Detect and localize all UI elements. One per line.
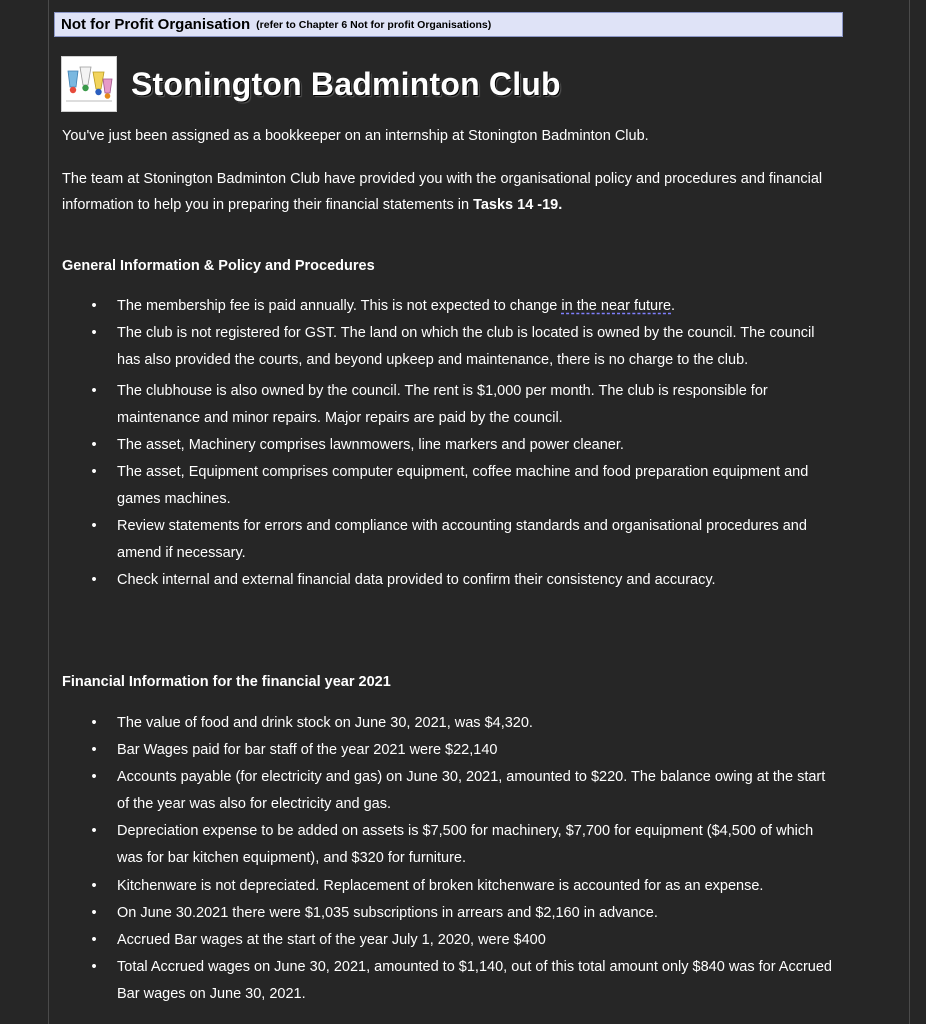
list-item-text: Review statements for errors and compliance with accounting standards and organisational procedures and amend if necessary.: [117, 518, 807, 561]
list-item-text: Total Accrued wages on June 30, 2021, amounted to $1,140, out of this total amount only $840 was for Accrued Bar wages on June 30, 2021.: [117, 959, 832, 1002]
list-item: [89, 818, 837, 872]
list-item-end: .: [671, 298, 676, 314]
list-item: [89, 567, 837, 594]
intro-paragraph-2-text: The team at Stonington Badminton Club have provided you with the organisational policy and procedures and financial information to help you in preparing their financial statements in: [62, 171, 823, 213]
list-item-text: Depreciation expense to be added on assets is $7,500 for machinery, $7,700 for equipment ($4,500 of which was for bar kitchen equipment), and $320 for furniture.: [117, 823, 814, 866]
list-item: [89, 378, 837, 432]
bullet: •: [91, 383, 97, 399]
list-item: [89, 900, 837, 927]
tasks-reference: Tasks 14 -19.: [473, 197, 563, 213]
financial-info-list: [89, 710, 837, 1008]
list-item: [89, 320, 837, 374]
financial-info-heading: Financial Information for the financial year 2021: [62, 674, 391, 690]
list-item-text: The asset, Machinery comprises lawnmowers, line markers and power cleaner.: [117, 437, 624, 453]
bullet: •: [91, 518, 97, 534]
general-info-list: [89, 293, 837, 594]
bullet: •: [91, 298, 97, 314]
bullet: •: [91, 823, 97, 839]
list-item: [89, 737, 837, 764]
bullet: •: [91, 905, 97, 921]
list-item-text: Check internal and external financial data provided to confirm their consistency and accuracy.: [117, 572, 716, 588]
underlined-phrase: in the near future: [561, 298, 672, 314]
list-item-text: Accounts payable (for electricity and gas) on June 30, 2021, amounted to $220. The balance owing at the start of the year was also for electricity and gas.: [117, 769, 826, 812]
bullet: •: [91, 437, 97, 453]
bullet: •: [91, 742, 97, 758]
list-item-text: Kitchenware is not depreciated. Replacement of broken kitchenware is accounted for as an expense.: [117, 878, 764, 894]
club-title: Stonington Badminton Club: [131, 65, 561, 102]
list-item-text: The membership fee is paid annually. This is not expected to change: [117, 298, 562, 314]
list-item-text: The club is not registered for GST. The land on which the club is located is owned by the council. The council has also provided the courts, and beyond upkeep and maintenance, there is no charge to the club.: [117, 325, 815, 368]
shuttlecocks-logo-icon: [61, 56, 117, 112]
list-item: [89, 927, 837, 954]
list-item: [89, 459, 837, 513]
bullet: •: [91, 959, 97, 975]
banner-title: Not for Profit Organisation: [61, 16, 251, 33]
document-page: [48, 0, 910, 1024]
list-item: [89, 954, 837, 1008]
list-item-text: On June 30.2021 there were $1,035 subscriptions in arrears and $2,160 in advance.: [117, 905, 658, 921]
list-item-text: The value of food and drink stock on June 30, 2021, was $4,320.: [117, 715, 533, 731]
bullet: •: [91, 572, 97, 588]
list-item: [89, 764, 837, 818]
list-item-text: The asset, Equipment comprises computer equipment, coffee machine and food preparation equipment and games machines.: [117, 464, 809, 507]
list-item-text: Accrued Bar wages at the start of the year July 1, 2020, were $400: [117, 932, 546, 948]
chapter-banner: [54, 12, 843, 37]
list-item: [89, 432, 837, 459]
intro-paragraph-2: [62, 166, 842, 218]
bullet: •: [91, 325, 97, 341]
bullet: •: [91, 932, 97, 948]
bullet: •: [91, 878, 97, 894]
general-info-heading: General Information & Policy and Procedures: [62, 258, 375, 274]
bullet: •: [91, 715, 97, 731]
list-item: [89, 513, 837, 567]
bullet: •: [91, 464, 97, 480]
bullet: •: [91, 769, 97, 785]
list-item-text: Bar Wages paid for bar staff of the year 2021 were $22,140: [117, 742, 498, 758]
list-item: [89, 293, 837, 320]
list-item: [89, 710, 837, 737]
list-item-text: The clubhouse is also owned by the council. The rent is $1,000 per month. The club is responsible for maintenance and minor repairs. Major repairs are paid by the council.: [117, 383, 768, 426]
list-item: [89, 873, 837, 900]
intro-paragraph-1: You've just been assigned as a bookkeeper on an internship at Stonington Badminton Club.: [62, 128, 649, 144]
club-header: [61, 56, 561, 112]
banner-subtitle: (refer to Chapter 6 Not for profit Organisations): [256, 18, 492, 31]
